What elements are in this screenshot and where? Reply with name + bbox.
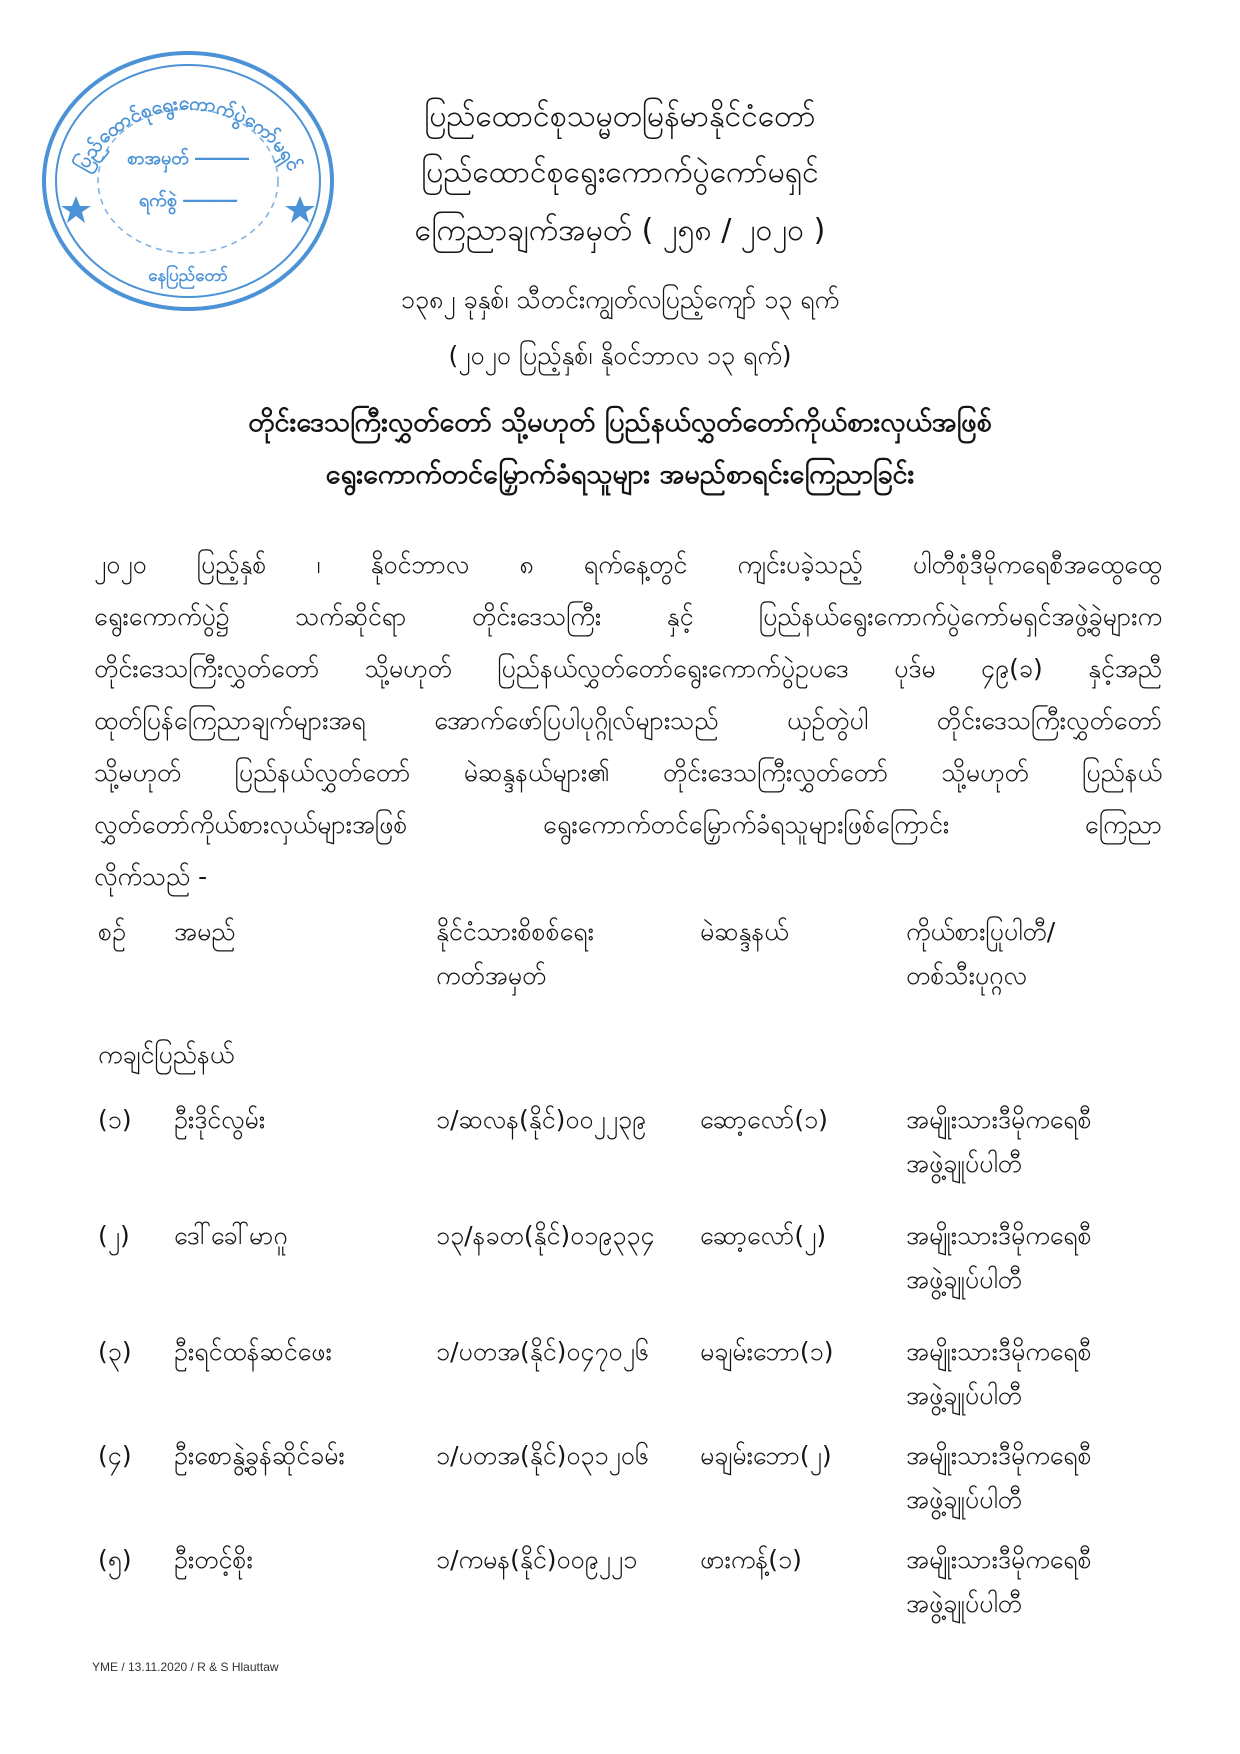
row-serial: (၅) [98,1545,132,1574]
column-header-party: ကိုယ်စားပြုပါတီ/ [906,917,1056,946]
footer-reference: YME / 13.11.2020 / R & S Hlauttaw [92,1660,279,1674]
row-nrc: ၁/ဆလန(နိုင်)၀၀၂၂၃၉ [436,1105,647,1134]
body-line: တိုင်းဒေသကြီးလွှတ်တော် သို့မဟုတ် ပြည်နယ်လွှတ်တော်ရွေးကောက်ပွဲဥပဒေ ပုဒ်မ ၄၉(ခ) နှင့်အညီ [94,654,1162,683]
row-nrc: ၁/ပတအ(နိုင်)၀၃၁၂၀၆ [436,1441,649,1470]
row-party-2: အဖွဲ့ချုပ်ပါတီ [906,1265,1023,1294]
row-nrc: ၁/ကမန(နိုင်)၀၀၉၂၂၁ [436,1545,638,1574]
row-name: ဦးတင့်စိုး [174,1545,253,1574]
row-party-2: အဖွဲ့ချုပ်ပါတီ [906,1149,1023,1178]
column-header-name: အမည် [174,917,236,946]
announcement-number: ကြေညာချက်အမှတ် ( ၂၅၈ / ၂၀၂၀ ) [414,213,826,248]
row-party: အမျိုးသားဒီမိုကရေစီ [906,1221,1092,1250]
row-constituency: ဆော့လော်(၁) [700,1105,828,1134]
header-commission-name: ပြည်ထောင်စုရွေးကောက်ပွဲကော်မရှင် [421,155,819,190]
row-nrc: ၁၃/နခတ(နိုင်)၀၁၉၃၃၄ [436,1221,655,1250]
seal-ring-text: ပြည်ထောင်စုရွေးကောက်ပွဲကော်မရှင် [70,91,306,175]
seal-row-number: စာအမှတ် ――― [126,148,250,169]
row-party: အမျိုးသားဒီမိုကရေစီ [906,1337,1092,1366]
row-party-2: အဖွဲ့ချုပ်ပါတီ [906,1485,1023,1514]
row-name: ဦးဒိုင်လွမ်း [174,1105,266,1134]
header-country-name: ပြည်ထောင်စုသမ္မတမြန်မာနိုင်ငံတော် [424,99,816,134]
seal-row-date: ရက်စွဲ ――― [138,190,238,211]
row-constituency: မချမ်းဘော(၂) [700,1441,832,1470]
announcement-title-line-1: တိုင်းဒေသကြီးလွှတ်တော် သို့မဟုတ် ပြည်နယ်လွှတ်တော်ကိုယ်စားလှယ်အဖြစ် [248,407,992,438]
column-header-constituency: မဲဆန္ဒနယ် [700,917,789,946]
announcement-title-line-2: ရွေးကောက်တင်မြှောက်ခံရသူများ အမည်စာရင်းကြေညာခြင်း [325,459,915,490]
row-party: အမျိုးသားဒီမိုကရေစီ [906,1105,1092,1134]
body-line: သို့မဟုတ် ပြည်နယ်လွှတ်တော် မဲဆန္ဒနယ်များ၏ တိုင်းဒေသကြီးလွှတ်တော် သို့မဟုတ် ပြည်နယ် [94,758,1162,787]
seal-bottom-text: နေပြည်တော် [148,266,228,286]
row-name: ဦးစောနွဲ့ခွန်ဆိုင်ခမ်း [174,1441,345,1470]
row-constituency: ဖားကန့်(၁) [700,1545,802,1574]
row-serial: (၂) [98,1221,130,1250]
column-header-nrc-2: ကတ်အမှတ် [436,961,547,990]
row-serial: (၁) [98,1105,132,1134]
gregorian-date: (၂၀၂၀ ပြည့်နှစ်၊ နိုဝင်ဘာလ ၁၃ ရက်) [448,341,792,370]
body-line: လွှတ်တော်ကိုယ်စားလှယ်များအဖြစ် ရွေးကောက်တင်မြှောက်ခံရသူများဖြစ်ကြောင်း ကြေညာ [94,810,1162,839]
row-serial: (၃) [98,1337,132,1366]
row-name: ဦးရင်ထန်ဆင်ဖေး [174,1337,332,1366]
row-serial: (၄) [98,1441,132,1470]
column-header-party-2: တစ်သီးပုဂ္ဂလ [906,961,1027,990]
column-header-serial: စဉ် [98,917,126,946]
column-header-nrc: နိုင်ငံသားစိစစ်ရေး [436,917,594,946]
row-nrc: ၁/ပတအ(နိုင်)၀၄၇၀၂၆ [436,1337,649,1366]
row-party: အမျိုးသားဒီမိုကရေစီ [906,1441,1092,1470]
row-constituency: ဆော့လော်(၂) [700,1221,827,1250]
state-heading: ကချင်ပြည်နယ် [98,1040,235,1069]
myanmar-date: ၁၃၈၂ ခုနှစ်၊ သီတင်းကျွတ်လပြည့်ကျော် ၁၃ ရက် [400,285,840,314]
row-party-2: အဖွဲ့ချုပ်ပါတီ [906,1589,1023,1618]
row-constituency: မချမ်းဘော(၁) [700,1337,834,1366]
row-party: အမျိုးသားဒီမိုကရေစီ [906,1545,1092,1574]
body-line: ထုတ်ပြန်ကြေညာချက်များအရ အောက်ဖော်ပြပါပုဂ္ဂိုလ်များသည် ယှဉ်တွဲပါ တိုင်းဒေသကြီးလွှတ်တော် [94,706,1162,735]
body-line: ၂၀၂၀ ပြည့်နှစ် ၊ နိုဝင်ဘာလ ၈ ရက်နေ့တွင် ကျင်းပခဲ့သည့် ပါတီစုံဒီမိုကရေစီအထွေထွေ [94,550,1162,579]
body-line: လိုက်သည် - [94,862,208,891]
row-name: ဒေါ်ခေါ်မာဂူ [174,1221,288,1250]
row-party-2: အဖွဲ့ချုပ်ပါတီ [906,1381,1023,1410]
body-line: ရွေးကောက်ပွဲ၌ သက်ဆိုင်ရာ တိုင်းဒေသကြီး နှင့် ပြည်နယ်ရွေးကောက်ပွဲကော်မရှင်အဖွဲ့ခွဲများက [94,602,1162,631]
